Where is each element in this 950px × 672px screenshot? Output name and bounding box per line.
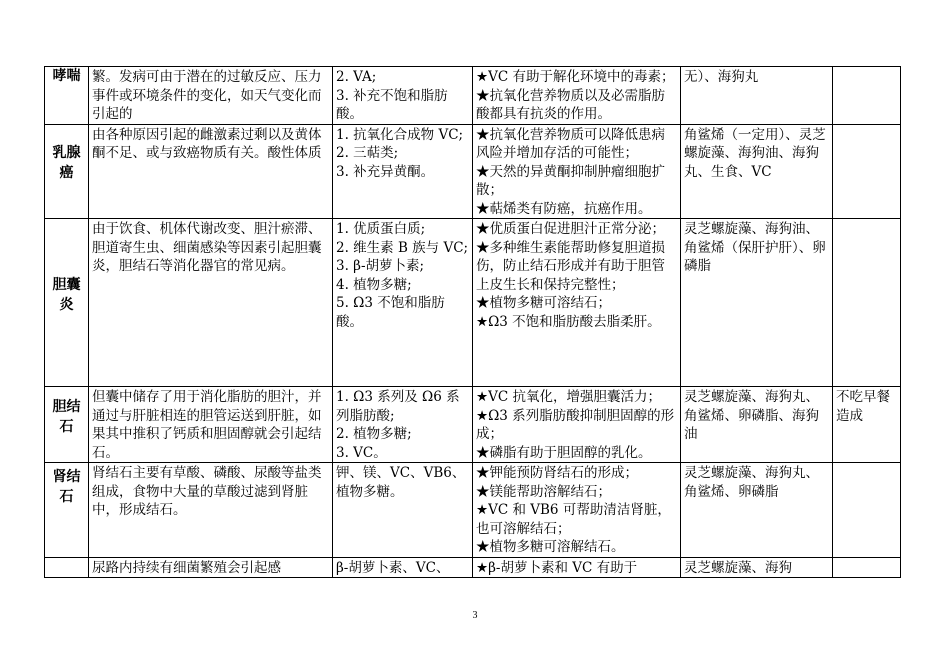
cause-cell: 尿路内持续有细菌繁殖会引起感	[89, 557, 333, 578]
effect-item: ★Ω3 不饱和脂肪酸去脂柔肝。	[476, 313, 661, 330]
cause-cell: 繁。发病可由于潜在的过敏反应、压力事件或环境条件的变化，如天气变化而引起的	[89, 67, 333, 125]
table-row	[45, 387, 901, 463]
note-cell: 不吃早餐造成	[833, 387, 901, 463]
products-cell: 无）、海狗丸	[681, 67, 833, 125]
condition-name: 胆结石	[45, 387, 89, 463]
products-cell: 灵芝螺旋藻、海狗油、角鲨烯（保肝护肝）、卵磷脂	[681, 219, 833, 387]
nutrient-item: 2. 三萜类;	[336, 145, 399, 161]
nutrient-item: 3. VC。	[336, 444, 387, 461]
products-cell: 灵芝螺旋藻、海狗丸、角鲨烯、卵磷脂	[681, 463, 833, 558]
table-row	[45, 463, 901, 558]
note-cell	[833, 124, 901, 219]
effect-item: ★抗氧化营养物质以及必需脂肪酸都具有抗炎的作用。	[476, 87, 665, 122]
nutrition-table	[44, 66, 901, 578]
effect-item: ★镁能帮助溶解结石；	[476, 483, 611, 500]
table-row	[45, 124, 901, 219]
cause-cell: 由于饮食、机体代谢改变、胆汁瘀滞、胆道寄生虫、细菌感染等因素引起胆囊炎，胆结石等消化器官的常见病。	[89, 219, 333, 387]
effect-item: ★VC 有助于解化环境中的毒素；	[476, 69, 675, 85]
note-cell	[833, 219, 901, 387]
effect-item: ★磷脂有助于胆固醇的乳化。	[476, 444, 652, 461]
effect-item: ★Ω3 系列脂肪酸抑制胆固醇的形成；	[476, 407, 675, 442]
nutrient-item: β-胡萝卜素、VC、	[336, 559, 450, 576]
nutrients-cell	[333, 219, 473, 387]
effect-item: ★天然的异黄酮抑制肿瘤细胞扩散；	[476, 163, 665, 198]
effects-cell	[473, 463, 681, 558]
nutrients-cell	[333, 124, 473, 219]
nutrient-item: 2. 植物多糖;	[336, 426, 412, 442]
table-row	[45, 219, 901, 387]
condition-name: 肾结石	[45, 463, 89, 558]
nutrient-item: 1. 抗氧化合成物 VC;	[336, 126, 464, 143]
cause-cell: 肾结石主要有草酸、磷酸、尿酸等盐类组成，食物中大量的草酸过滤到肾脏中，形成结石。	[89, 463, 333, 558]
effect-item: ★萜烯类有防癌，抗癌作用。	[476, 200, 652, 217]
condition-name	[45, 557, 89, 578]
effects-cell	[473, 557, 681, 578]
cause-cell: 由各种原因引起的雌激素过剩以及黄体酮不足、或与致癌物质有关。酸性体质	[89, 124, 333, 219]
effect-item: ★多种维生素能帮助修复胆道损伤，防止结石形成并有助于胆管上皮生长和保持完整性；	[476, 239, 665, 293]
effects-cell	[473, 67, 681, 125]
nutrient-item: 1. Ω3 系列及 Ω6 系列脂肪酸;	[336, 389, 460, 424]
nutrient-item: 1. 优质蛋白质;	[336, 221, 426, 237]
condition-name: 胆囊炎	[45, 219, 89, 387]
condition-name: 乳腺癌	[45, 124, 89, 219]
effect-item: ★钾能预防肾结石的形成；	[476, 465, 638, 481]
nutrient-item: 2. VA;	[336, 69, 377, 85]
effect-item: ★抗氧化营养物质可以降低患病风险并增加存活的可能性；	[476, 126, 665, 161]
note-cell	[833, 557, 901, 578]
nutrient-item: 2. 维生素 B 族与 VC;	[336, 239, 469, 256]
effects-cell	[473, 387, 681, 463]
effects-cell	[473, 219, 681, 387]
table-row	[45, 557, 901, 578]
note-cell	[833, 463, 901, 558]
nutrients-cell	[333, 463, 473, 558]
cause-cell: 但囊中储存了用于消化脂肪的胆汁，并通过与肝脏相连的胆管运送到肝脏，如果其中推积了钙质和胆固醇就会引起结石。	[89, 387, 333, 463]
nutrient-item: 4. 植物多糖;	[336, 276, 412, 293]
nutrients-cell	[333, 67, 473, 125]
products-cell: 灵芝螺旋藻、海狗丸、角鲨烯、卵磷脂、海狗油	[681, 387, 833, 463]
nutrients-cell	[333, 387, 473, 463]
effect-item: ★优质蛋白促进胆汁正常分泌；	[476, 221, 665, 237]
nutrient-item: 3. β-胡萝卜素;	[336, 258, 425, 274]
effect-item: ★植物多糖可溶解结石。	[476, 539, 625, 555]
nutrient-item: 5. Ω3 不饱和脂肪酸。	[336, 295, 445, 330]
effect-item: ★β-胡萝卜素和 VC 有助于	[476, 559, 638, 576]
effects-cell	[473, 124, 681, 219]
effect-item: ★VC 和 VB6 可帮助清洁肾脏，也可溶解结石；	[476, 502, 671, 537]
nutrient-item: 3. 补充异黄酮。	[336, 163, 435, 180]
table-row	[45, 67, 901, 125]
nutrients-cell	[333, 557, 473, 578]
effect-item: ★VC 抗氧化，增强胆囊活力；	[476, 389, 661, 405]
effect-item: ★植物多糖可溶结石；	[476, 295, 611, 311]
condition-name: 哮喘	[45, 67, 89, 125]
products-cell: 灵芝螺旋藻、海狗	[681, 557, 833, 578]
note-cell	[833, 67, 901, 125]
table-body	[45, 67, 901, 578]
nutrient-item: 3. 补充不饱和脂肪酸。	[336, 87, 448, 122]
nutrient-item: 钾、镁、VC、VB6、植物多糖。	[336, 465, 466, 500]
page-number: 3	[472, 610, 478, 621]
products-cell: 角鲨烯（一定用）、灵芝螺旋藻、海狗油、海狗丸、生食、VC	[681, 124, 833, 219]
